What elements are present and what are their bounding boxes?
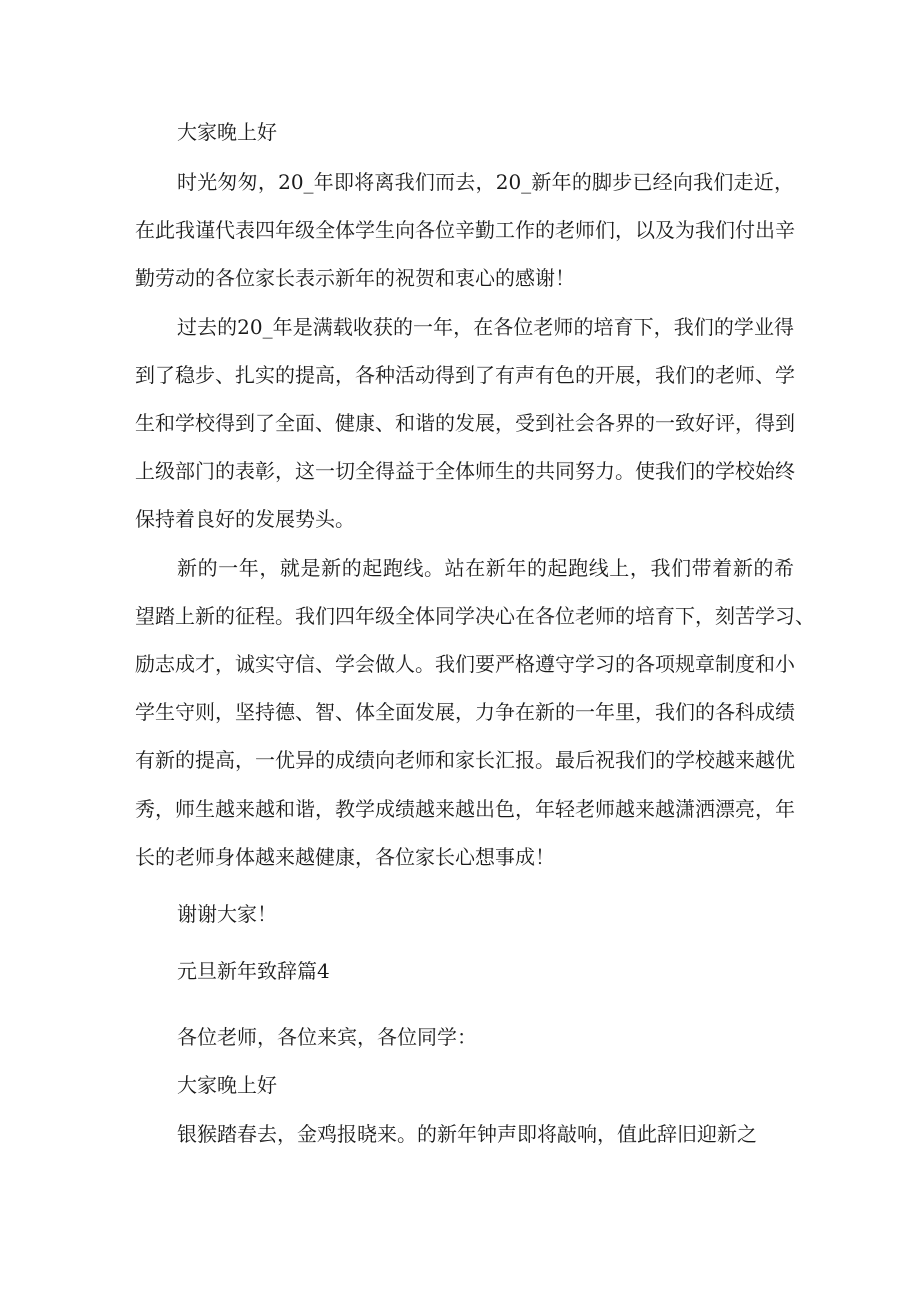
greeting-line-2: 大家晚上好 xyxy=(177,1073,277,1097)
paragraph-3-line-2: 望踏上新的征程。我们四年级全体同学决心在各位老师的培育下，刻苦学习、 xyxy=(135,604,815,628)
thanks-line: 谢谢大家！ xyxy=(177,902,277,926)
paragraph-3-line-3: 励志成才，诚实守信、学会做人。我们要严格遵守学习的各项规章制度和小 xyxy=(135,652,795,676)
paragraph-2-line-2: 到了稳步、扎实的提高，各种活动得到了有声有色的开展，我们的老师、学 xyxy=(135,363,795,387)
paragraph-3-line-4: 学生守则，坚持德、智、体全面发展，力争在新的一年里，我们的各科成绩 xyxy=(135,700,795,724)
greeting-line: 大家晚上好 xyxy=(177,120,277,144)
paragraph-2-line-5: 保持着良好的发展势头。 xyxy=(135,507,355,531)
paragraph-3-line-5: 有新的提高，一优异的成绩向老师和家长汇报。最后祝我们的学校越来越优 xyxy=(135,748,795,772)
paragraph-4-line-1: 银猴踏春去，金鸡报晓来。的新年钟声即将敲响，值此辞旧迎新之 xyxy=(177,1122,757,1146)
paragraph-1-line-2: 在此我谨代表四年级全体学生向各位辛勤工作的老师们，以及为我们付出辛 xyxy=(135,218,795,242)
paragraph-2-line-4: 上级部门的表彰，这一切全得益于全体师生的共同努力。使我们的学校始终 xyxy=(135,459,795,483)
paragraph-3-line-7: 长的老师身体越来越健康，各位家长心想事成！ xyxy=(135,845,555,869)
paragraph-2-line-3: 生和学校得到了全面、健康、和谐的发展，受到社会各界的一致好评，得到 xyxy=(135,411,795,435)
salutation-line: 各位老师，各位来宾，各位同学： xyxy=(177,1025,477,1049)
paragraph-3-line-6: 秀，师生越来越和谐，教学成绩越来越出色，年轻老师越来越潇洒漂亮，年 xyxy=(135,797,795,821)
paragraph-1-line-3: 勤劳动的各位家长表示新年的祝贺和衷心的感谢！ xyxy=(135,266,575,290)
paragraph-1-line-1: 时光匆匆，20_年即将离我们而去，20_新年的脚步已经向我们走近， xyxy=(177,170,794,194)
paragraph-2-line-1: 过去的20_年是满载收获的一年，在各位老师的培育下，我们的学业得 xyxy=(177,315,794,339)
section-heading: 元旦新年致辞篇4 xyxy=(177,959,330,983)
paragraph-3-line-1: 新的一年，就是新的起跑线。站在新年的起跑线上，我们带着新的希 xyxy=(177,556,794,580)
